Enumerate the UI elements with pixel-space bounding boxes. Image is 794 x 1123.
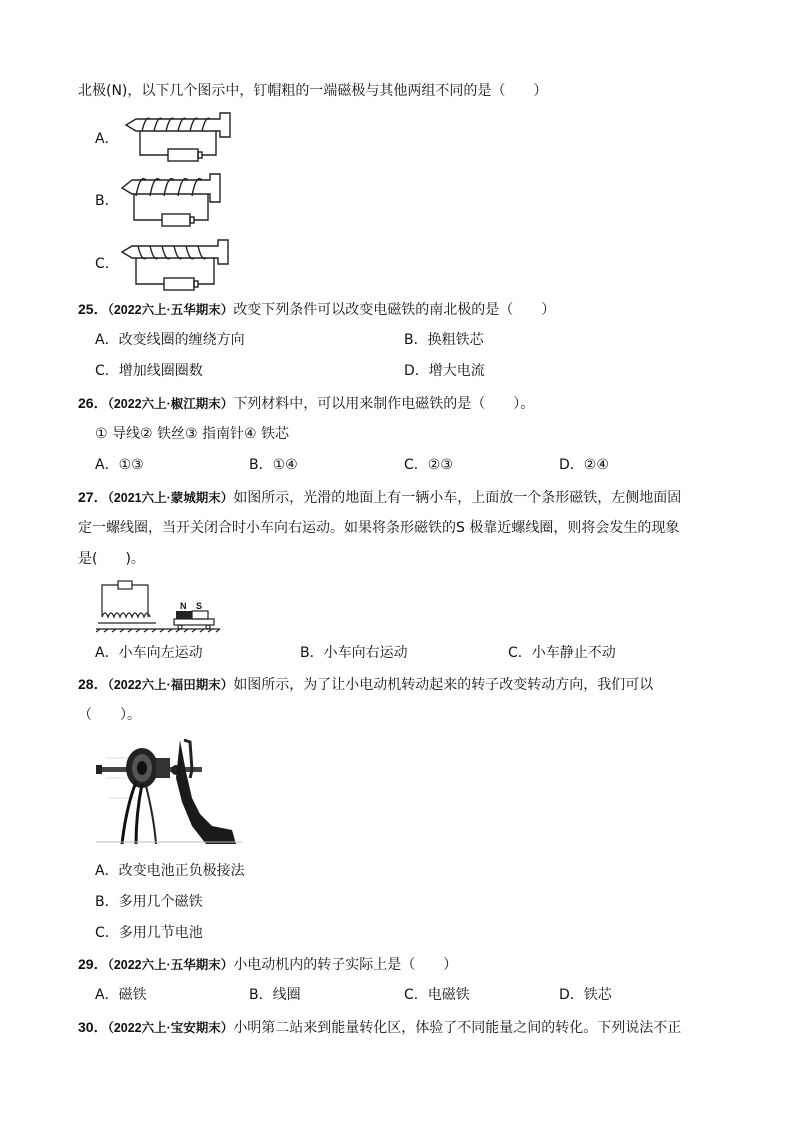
q26-option-a[interactable]: A．①③ <box>95 457 144 473</box>
question-number: 27． <box>78 489 108 505</box>
question-stem: 改变下列条件可以改变电磁铁的南北极的是（ ） <box>233 302 556 318</box>
q26-material-list: ① 导线② 铁丝③ 指南针④ 铁芯 <box>95 426 290 442</box>
q26-option-d[interactable]: D．②④ <box>559 457 609 473</box>
question-stem-line-3: 是( )。 <box>78 551 145 567</box>
electric-motor-photo <box>96 738 242 846</box>
solenoid-cart-diagram <box>96 577 220 633</box>
q29-option-d[interactable]: D．铁芯 <box>559 987 612 1003</box>
q25-option-d[interactable]: D．增大电流 <box>404 363 485 379</box>
magnet-n-label: N <box>180 601 187 611</box>
q24-option-a-label: A． <box>95 131 119 147</box>
question-number: 29． <box>78 956 108 972</box>
nail-coil-diagram-a <box>124 111 236 163</box>
q24-stem: 北极(N)，以下几个图示中，钉帽粗的一端磁极与其他两组不同的是（ ） <box>78 83 548 99</box>
question-stem: 下列材料中，可以用来制作电磁铁的是（ ）。 <box>233 396 535 412</box>
question-source: （2022六上·五华期末） <box>107 958 234 972</box>
question-25 <box>78 299 555 320</box>
question-stem: 小明第二站来到能量转化区，体验了不同能量之间的转化。下列说法不正 <box>233 1020 682 1036</box>
question-source: （2022六上·福田期末） <box>107 678 234 692</box>
question-source: （2022六上·宝安期末） <box>107 1021 234 1035</box>
q26-option-b[interactable]: B．①④ <box>249 457 298 473</box>
q28-option-b[interactable]: B．多用几个磁铁 <box>95 894 203 910</box>
question-number: 30． <box>78 1019 108 1035</box>
magnet-s-label: S <box>196 601 203 611</box>
q26-option-c[interactable]: C．②③ <box>404 457 453 473</box>
nail-coil-diagram-b <box>120 172 226 228</box>
question-26 <box>78 393 534 414</box>
q29-option-a[interactable]: A．磁铁 <box>95 987 147 1003</box>
nail-coil-diagram-c <box>120 238 234 292</box>
question-28 <box>78 674 653 695</box>
q29-option-b[interactable]: B．线圈 <box>249 987 301 1003</box>
q24-option-c-label: C． <box>95 256 119 272</box>
question-source: （2022六上·椒江期末） <box>107 397 234 411</box>
question-29 <box>78 954 457 975</box>
q27-option-a[interactable]: A．小车向左运动 <box>95 645 203 661</box>
question-source: （2022六上·五华期末） <box>107 303 234 317</box>
q25-option-a[interactable]: A．改变线圈的缠绕方向 <box>95 332 245 348</box>
q28-option-c[interactable]: C．多用几节电池 <box>95 925 203 941</box>
q25-option-c[interactable]: C．增加线圈圈数 <box>95 363 203 379</box>
question-30 <box>78 1017 681 1038</box>
question-stem-line-2: （ ）。 <box>78 707 141 723</box>
question-number: 26． <box>78 395 108 411</box>
question-27 <box>78 487 681 508</box>
q27-option-c[interactable]: C．小车静止不动 <box>508 645 616 661</box>
question-stem-line-2: 定一螺线圈，当开关闭合时小车向右运动。如果将条形磁铁的S 极靠近螺线圈，则将会发生的现象 <box>78 520 680 536</box>
question-stem: 如图所示，光滑的地面上有一辆小车，上面放一个条形磁铁，左侧地面固 <box>233 490 682 506</box>
question-stem: 小电动机内的转子实际上是（ ） <box>233 957 458 973</box>
question-number: 25． <box>78 301 108 317</box>
q27-option-b[interactable]: B．小车向右运动 <box>300 645 408 661</box>
question-number: 28． <box>78 676 108 692</box>
question-stem: 如图所示，为了让小电动机转动起来的转子改变转动方向，我们可以 <box>233 677 654 693</box>
q29-option-c[interactable]: C．电磁铁 <box>404 987 470 1003</box>
q24-option-b-label: B． <box>95 193 119 209</box>
q25-option-b[interactable]: B．换粗铁芯 <box>404 332 484 348</box>
question-source: （2021六上·蒙城期末） <box>107 491 234 505</box>
q28-option-a[interactable]: A．改变电池正负极接法 <box>95 863 245 879</box>
